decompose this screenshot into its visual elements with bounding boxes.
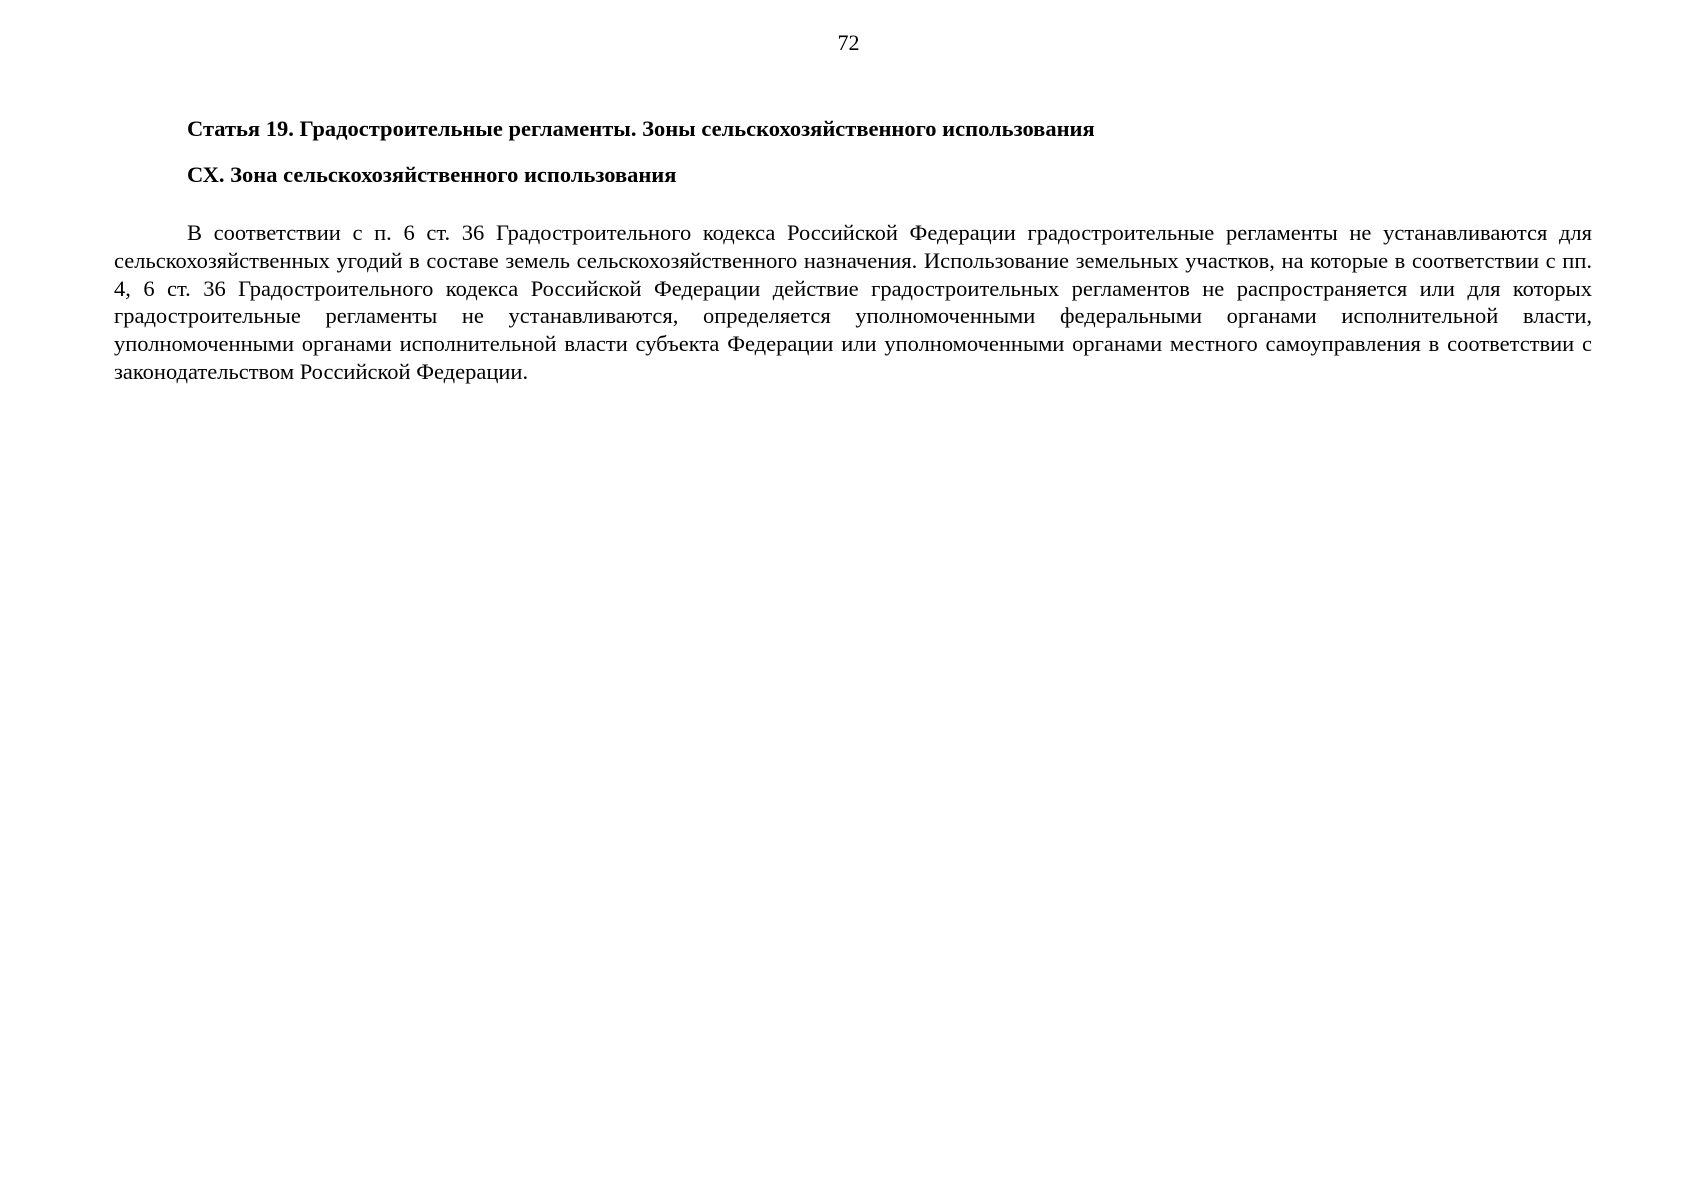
zone-title: СХ. Зона сельскохозяйственного использования (187, 162, 677, 187)
page-number: 72 (837, 30, 860, 55)
article-title: Статья 19. Градостроительные регламенты. Зоны сельскохозяйственного использования (187, 116, 1095, 141)
body-paragraph: В соответствии с п. 6 ст. 36 Градостроительного кодекса Российской Федерации градостроительные регламенты не устанавливаются для сельскохозяйственных угодий в составе земель сельскохозяйственного назначения. Использование земельных участков, на которые в соответствии с пп. 4, 6 ст. 36 Градостроительного кодекса Российской Федерации действие градостроительных регламентов не распространяется или для которых градостроительные регламенты не устанавливаются, определяется уполномоченными федеральными органами исполнительной власти, уполномоченными органами исполнительной власти субъекта Федерации или уполномоченными органами местного самоуправления в соответствии с законодательством Российской Федерации. (114, 220, 1592, 384)
